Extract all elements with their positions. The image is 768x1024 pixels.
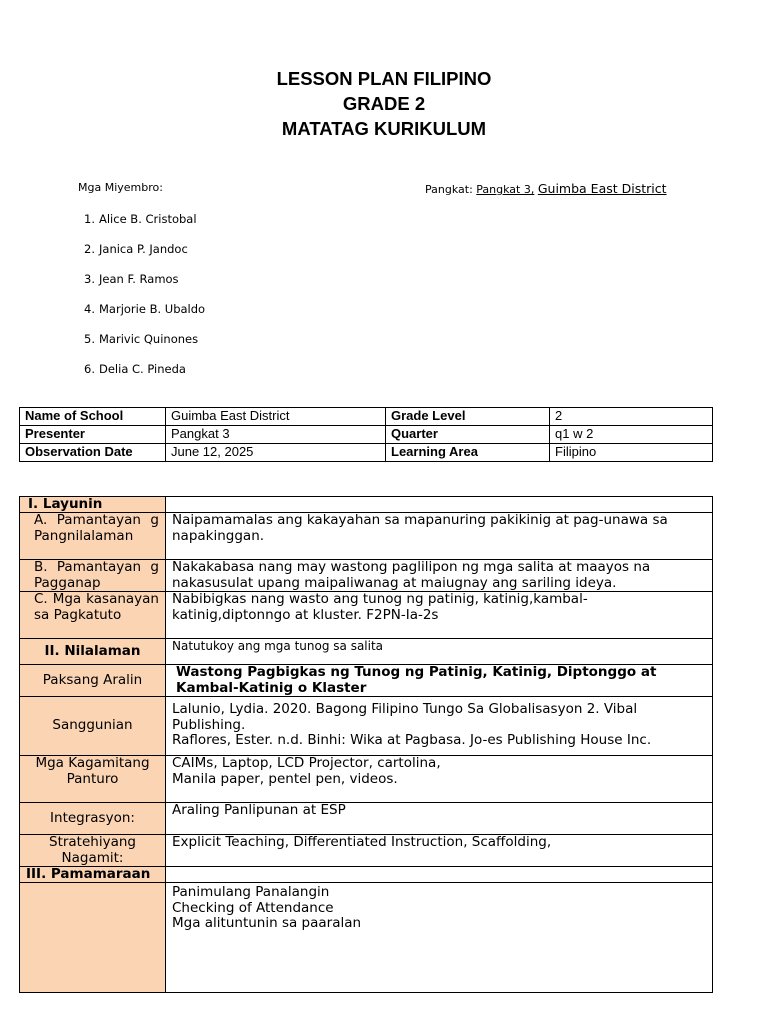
table-row	[20, 444, 713, 462]
pamantayan-pangnilalaman-label: A. Pamantayan g Pangnilalaman	[20, 513, 166, 560]
members-label: Mga Miyembro:	[78, 181, 163, 194]
group-info	[425, 181, 667, 196]
member-item: 2. Janica P. Jandoc	[84, 242, 188, 256]
paksang-aralin-label: Paksang Aralin	[20, 665, 166, 697]
quarter-value: q1 w 2	[550, 426, 713, 444]
member-item: 5. Marivic Quinones	[84, 332, 199, 346]
pamantayan-pangnilalaman-text: Naipamamalas ang kakayahan sa mapanuring pakikinig at pag-unawa sa napakinggan.	[166, 513, 713, 560]
pamantayan-pagganap-label: B. Pamantayan g Pagganap	[20, 560, 166, 592]
kagamitan-label: Mga Kagamitang Panturo	[20, 756, 166, 803]
table-row	[20, 513, 713, 560]
info-table	[19, 407, 713, 462]
pamamaraan-heading: III. Pamamaraan	[20, 867, 166, 883]
table-row	[20, 756, 713, 803]
stratehiya-text: Explicit Teaching, Differentiated Instruction, Scaffolding,	[166, 835, 713, 867]
group-value: Pangkat 3,	[476, 183, 535, 196]
sanggunian-ref-2: Raflores, Ester. n.d. Binhi: Wika at Pagbasa. Jo-es Publishing House Inc.	[172, 732, 652, 748]
pamamaraan-line-1: Panimulang Panalangin	[172, 884, 330, 900]
table-row	[20, 639, 713, 665]
presenter-value: Pangkat 3	[166, 426, 386, 444]
date-label: Observation Date	[20, 444, 166, 462]
table-row	[20, 426, 713, 444]
nilalaman-text: Natutukoy ang mga tunog sa salita	[166, 639, 713, 665]
pamamaraan-text	[166, 883, 713, 993]
pamamaraan-line-3: Mga alituntunin sa paaralan	[172, 915, 362, 931]
member-item: 4. Marjorie B. Ubaldo	[84, 302, 206, 316]
table-row	[20, 803, 713, 835]
nilalaman-heading: II. Nilalaman	[20, 639, 166, 665]
pamantayan-pagganap-text: Nakakabasa nang may wastong paglilipon ng mga salita at maayos na nakasusulat upang maipaliwanag at maiugnay ang sariling ideya.	[166, 560, 713, 592]
layunin-heading: I. Layunin	[20, 497, 166, 513]
table-row	[20, 408, 713, 426]
integrasyon-text: Araling Panlipunan at ESP	[166, 803, 713, 835]
grade-value: 2	[550, 408, 713, 426]
document-title	[0, 66, 768, 141]
presenter-label: Presenter	[20, 426, 166, 444]
table-row	[20, 560, 713, 592]
area-label: Learning Area	[386, 444, 550, 462]
sanggunian-text	[166, 697, 713, 756]
member-item: 3. Jean F. Ramos	[84, 272, 179, 286]
member-item: 1. Alice B. Cristobal	[84, 212, 197, 226]
title-line-3: MATATAG KURIKULUM	[281, 118, 487, 139]
school-value: Guimba East District	[166, 408, 386, 426]
quarter-label: Quarter	[386, 426, 550, 444]
lesson-plan-table	[19, 496, 713, 993]
grade-label: Grade Level	[386, 408, 550, 426]
member-item: 6. Delia C. Pineda	[84, 362, 186, 376]
table-row	[20, 592, 713, 639]
kasanayan-text: Nabibigkas nang wasto ang tunog ng patinig, katinig,kambal-katinig,diptonngo at kluster. F2PN-Ia-2s	[166, 592, 713, 639]
title-line-1: LESSON PLAN FILIPINO	[276, 68, 492, 89]
date-value: June 12, 2025	[166, 444, 386, 462]
paksang-aralin-text: Wastong Pagbigkas ng Tunog ng Patinig, Katinig, Diptonggo at Kambal-Katinig o Klaster	[166, 665, 713, 697]
sanggunian-ref-1: Lalunio, Lydia. 2020. Bagong Filipino Tungo Sa Globalisasyon 2. Vibal Publishing.	[172, 701, 638, 733]
kagamitan-line-1: CAIMs, Laptop, LCD Projector, cartolina,	[172, 755, 441, 771]
table-row	[20, 697, 713, 756]
kagamitan-text	[166, 756, 713, 803]
sanggunian-label: Sanggunian	[20, 697, 166, 756]
area-value: Filipino	[550, 444, 713, 462]
kasanayan-label: C. Mga kasanayan sa Pagkatuto	[20, 592, 166, 639]
kagamitan-line-2: Manila paper, pentel pen, videos.	[172, 770, 398, 787]
group-label: Pangkat:	[425, 183, 473, 196]
pamamaraan-line-2: Checking of Attendance	[172, 899, 334, 916]
school-label: Name of School	[20, 408, 166, 426]
stratehiya-label: Stratehiyang Nagamit:	[20, 835, 166, 867]
table-row	[20, 835, 713, 867]
group-district: Guimba East District	[537, 181, 667, 196]
integrasyon-label: Integrasyon:	[20, 803, 166, 835]
table-row	[20, 867, 713, 883]
title-line-2: GRADE 2	[342, 93, 426, 114]
table-row	[20, 665, 713, 697]
table-row	[20, 883, 713, 993]
table-row	[20, 497, 713, 513]
